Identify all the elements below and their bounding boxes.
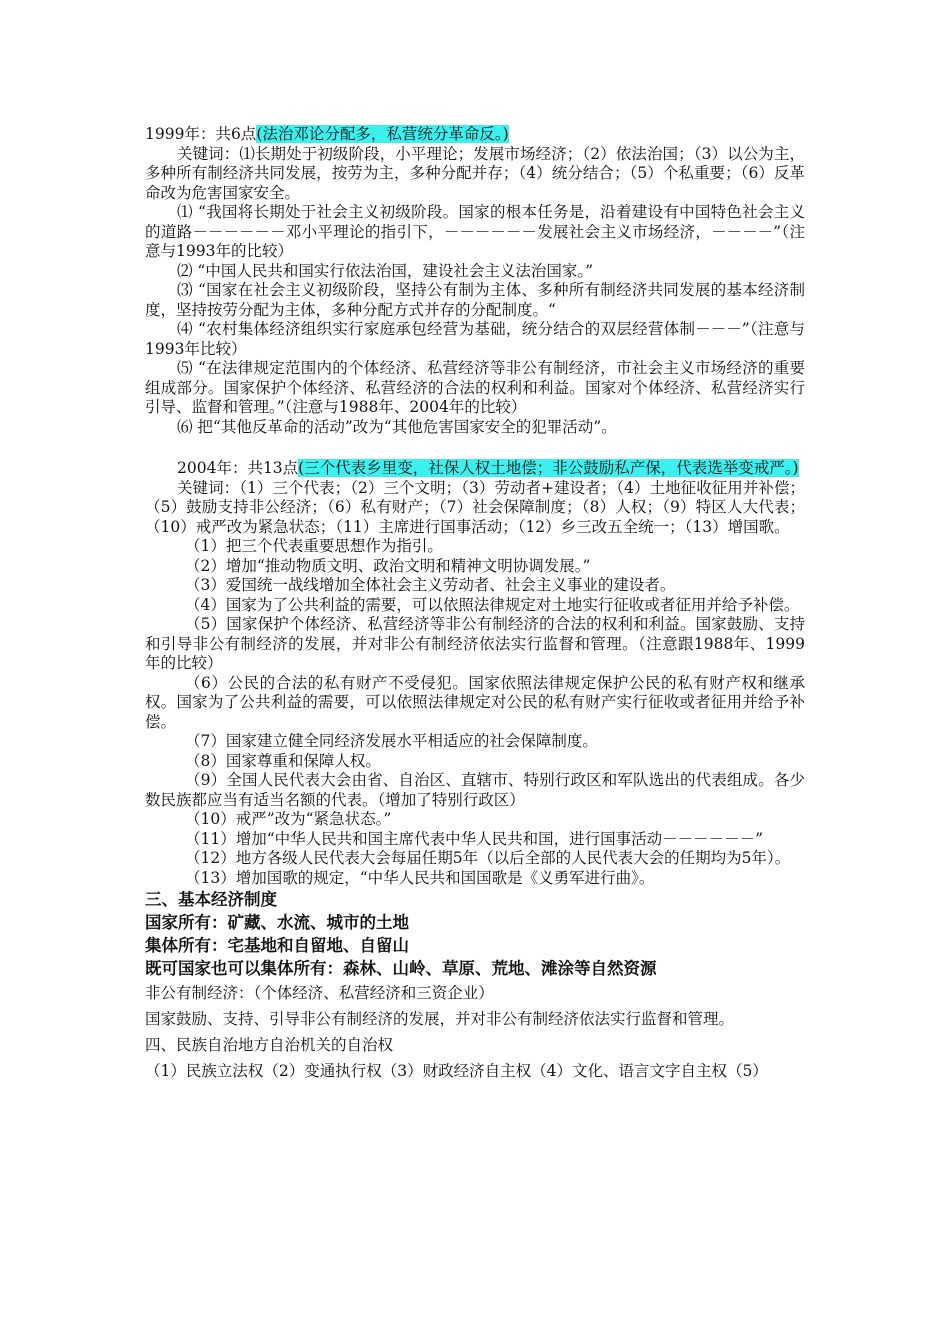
both-owned-line: 既可国家也可以集体所有：森林、山岭、草原、荒地、滩涂等自然资源: [145, 959, 657, 978]
item-2004-9: （9）全国人民代表大会由省、自治区、直辖市、特别行政区和军队选出的代表组成。各少数民族都应当有适当名额的代表。（增加了特别行政区）: [145, 771, 805, 809]
item-1999-2: ⑵ “中国人民共和国实行依法治国，建设社会主义法治国家。”: [177, 261, 594, 280]
heading-1999-text: 1999年：共6点: [145, 125, 257, 143]
item-1999-4: ⑷ “农村集体经济组织实行家庭承包经营为基础，统分结合的双层经营体制－－－”（注意与1993年比较）: [145, 320, 805, 358]
document-page: [145, 125, 805, 1084]
section-gap: [145, 437, 805, 459]
item-2004-12: （12）地方各级人民代表大会每届任期5年（以后全部的人民代表大会的任期均为5年）。: [185, 849, 791, 867]
state-owned-line: 国家所有：矿藏、水流、城市的土地: [145, 913, 409, 932]
item-2004-1: （1）把三个代表重要思想作为指引。: [185, 537, 443, 555]
item-2004-5: （5）国家保护个体经济、私营经济等非公有制经济的合法的权利和利益。国家鼓励、支持和引导非公有制经济的发展，并对非公有制经济依法实行监督和管理。（注意跟1988年、1999年的比较）: [145, 615, 805, 672]
item-1999-6: ⑹ 把“其他反革命的活动”改为“其他危害国家安全的犯罪活动”。: [177, 417, 617, 436]
item-2004-6: （6）公民的合法的私有财产不受侵犯。国家依照法律规定保护公民的私有财产权和继承权。国家为了公共利益的需要，可以依照法律规定对公民的私有财产实行征收或者征用并给予补偿。: [145, 673, 805, 731]
item-2004-8: （8）国家尊重和保障人权。: [185, 751, 381, 770]
non-public-policy: 国家鼓励、支持、引导非公有制经济的发展，并对非公有制经济依法实行监督和管理。: [145, 1010, 735, 1028]
heading-2004-text: 2004年：共13点: [177, 459, 299, 477]
item-2004-7: （7）国家建立健全同经济发展水平相适应的社会保障制度。: [185, 732, 598, 750]
item-1999-1: ⑴ “我国将长期处于社会主义初级阶段。国家的根本任务是，沿着建设有中国特色社会主义的道路－－－－－－邓小平理论的指引下，－－－－－－发展社会主义市场经济，－－－－”（注意与1993年的比较）: [145, 203, 805, 260]
collective-owned-line: 集体所有：宅基地和自留地、自留山: [145, 936, 409, 955]
mnemonic-1999: (法治邓论分配多，私营统分革命反。): [256, 125, 509, 143]
section-4-title: 四、民族自治地方自治机关的自治权: [145, 1036, 394, 1054]
item-2004-2: （2）增加“推动物质文明、政治文明和精神文明协调发展。”: [185, 556, 591, 575]
mnemonic-2004: (三个代表乡里变，社保人权土地偿；非公鼓励私产保，代表选举变戒严。): [298, 459, 799, 477]
item-2004-10: （10）戒严”改为“紧急状态。”: [185, 810, 392, 828]
keywords-2004: 关键词：（1）三个代表；（2）三个文明；（3）劳动者+建设者；（4）土地征收征用并补偿；（5）鼓励支持非公经济；（6）私有财产；（7）社会保障制度；（8）人权；（9）特区人大代表；（10）戒严改为紧急状态；（11）主席进行国事活动；（12）乡三改五全统一；（13）增国歌。: [145, 478, 805, 536]
non-public-economy: 非公有制经济：（个体经济、私营经济和三资企业）: [145, 984, 494, 1002]
item-2004-4: （4）国家为了公共利益的需要，可以依照法律规定对土地实行征收或者征用并给予补偿。: [185, 595, 800, 614]
item-1999-5: ⑸ “在法律规定范围内的个体经济、私营经济等非公有制经济，市社会主义市场经济的重要组成部分。国家保护个体经济、私营经济的合法的权利和利益。国家对个体经济、私营经济实行引导、监督和管理。”（注意与1988年、2004年的比较）: [145, 359, 805, 416]
heading-2004: [145, 459, 805, 479]
heading-1999: [145, 125, 805, 145]
keywords-1999: 关键词：⑴长期处于初级阶段，小平理论；发展市场经济；（2）依法治国；（3）以公为主，多种所有制经济共同发展，按劳为主，多种分配并存；（4）统分结合；（5）个私重要；（6）反革命改为危害国家安全。: [145, 144, 805, 202]
section-3-title: 三、基本经济制度: [145, 890, 277, 909]
item-2004-13: （13）增加国歌的规定，“中华人民共和国国歌是《义勇军进行曲》。: [185, 868, 655, 887]
item-2004-3: （3）爱国统一战线增加全体社会主义劳动者、社会主义事业的建设者。: [185, 576, 676, 594]
item-2004-11: （11）增加“中华人民共和国主席代表中华人民共和国，进行国事活动－－－－－－”: [185, 829, 764, 848]
item-1999-3: ⑶ “国家在社会主义初级阶段，坚持公有制为主体、多种所有制经济共同发展的基本经济制度，坚持按劳分配为主体，多种分配方式并存的分配制度。“: [145, 281, 805, 319]
autonomy-rights-list: （1）民族立法权（2）变通执行权（3）财政经济自主权（4）文化、语言文字自主权（5）: [145, 1062, 768, 1080]
